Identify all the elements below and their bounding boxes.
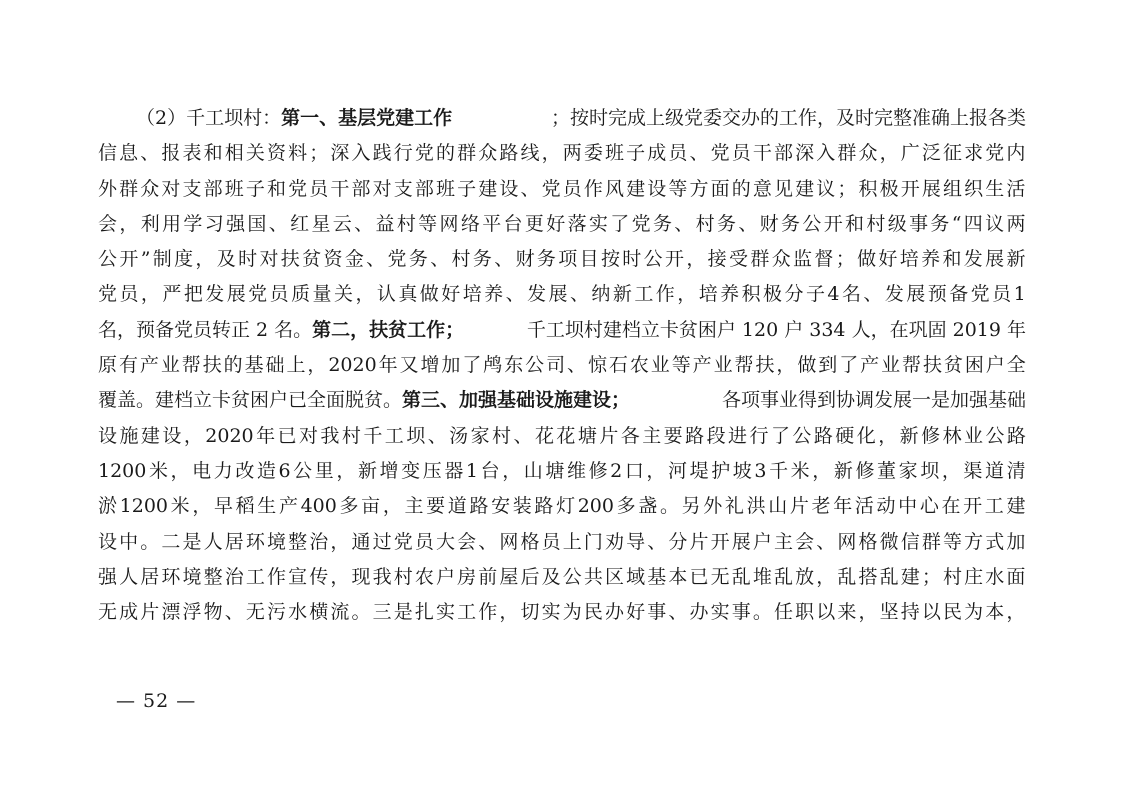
paragraph-line-2 xyxy=(98,136,1026,171)
paragraph-line-7 xyxy=(98,313,1026,348)
line-7-lead: 名，预备党员转正 2 名。 xyxy=(98,318,313,341)
line-8-text: 原 有 产 业 帮 扶 的 基 础 上 ， 2020 年 又 增 加 了 鸬 东 公 司 、 惊 石 农 业 等 产 业 帮 扶 ， 做 到 了 产 业 帮 扶 贫 困 户 全 xyxy=(98,354,1026,377)
line-14-text: 强 人 居 环 境 整 治 工 作 宣 传 ， 现 我 村 农 户 房 前 屋 后 及 公 共 区 域 基 本 已 无 乱 堆 乱 放 ， 乱 搭 乱 建 ； 村 庄 水 面 xyxy=(98,565,1026,588)
line-9-rest: 各项事业得到协调发展一是加强基础 xyxy=(721,389,1026,412)
line-10-text: 设 施 建 设 ， 2020 年 已 对 我 村 千 工 坝 、 汤 家 村 、 花 花 塘 片 各 主 要 路 段 进 行 了 公 路 硬 化 ， 新 修 林 业 公 路 xyxy=(98,424,1026,447)
paragraph-line-1 xyxy=(98,101,1026,136)
line-12-text: 淤 1200 米 ， 早 稻 生 产 400 多 亩 ， 主 要 道 路 安 装 路 灯 200 多 盏 。 另 外 礼 洪 山 片 老 年 活 动 中 心 在 开 工 建 xyxy=(98,495,1026,518)
paragraph-line-10 xyxy=(98,419,1026,454)
page-number: — 52 — xyxy=(116,690,197,712)
paragraph-line-12 xyxy=(98,489,1026,524)
line-1-rest: ；按时完成上级党委交办的工作，及时完整准确上报各类 xyxy=(550,107,1026,129)
paragraph-line-6 xyxy=(98,277,1026,312)
paragraph-line-4 xyxy=(98,207,1026,242)
line-7-rest: 千工坝村建档立卡贫困户 120 户 334 人，在巩固 2019 年 xyxy=(526,318,1026,341)
paragraph-line-3 xyxy=(98,172,1026,207)
heading-poverty-alleviation: 第二，扶贫工作； xyxy=(312,318,465,341)
line-3-text: 外 群 众 对 支 部 班 子 和 党 员 干 部 对 支 部 班 子 建 设 、 党 员 作 风 建 设 等 方 面 的 意 见 建 议 ； 积 极 开 展 组 织 生 活 xyxy=(98,177,1026,200)
line-13-text: 设 中 。 二 是 人 居 环 境 整 治 ， 通 过 党 员 大 会 、 网 格 员 上 门 劝 导 、 分 片 开 展 户 主 会 、 网 格 微 信 群 等 方 式 加 xyxy=(98,530,1026,553)
line-1-lead: （2）千工坝村： xyxy=(136,107,282,129)
line-5-text: 公 开 ” 制 度 ， 及 时 对 扶 贫 资 金 、 党 务 、 村 务 、 财 务 项 目 按 时 公 开 ， 接 受 群 众 监 督 ； 做 好 培 养 和 发 展 新 xyxy=(98,248,1026,271)
line-9-lead: 覆盖。建档立卡贫困户已全面脱贫。 xyxy=(98,389,403,412)
paragraph-line-13 xyxy=(98,525,1026,560)
paragraph-line-9 xyxy=(98,383,1026,418)
paragraph-line-15 xyxy=(98,595,1026,630)
paragraph-line-8 xyxy=(98,348,1026,383)
line-4-text: 会 ， 利 用 学 习 强 国 、 红 星 云 、 益 村 等 网 络 平 台 更 好 落 实 了 党 务 、 村 务 、 财 务 公 开 和 村 级 事 务 “ 四 议 两 xyxy=(98,212,1026,235)
heading-party-building: 第一、基层党建工作 xyxy=(281,107,453,129)
paragraph-line-5 xyxy=(98,242,1026,277)
line-11-text: 1200 米 ， 电 力 改 造 6 公 里 ， 新 增 变 压 器 1 台 ， 山 塘 维 修 2 口 ， 河 堤 护 坡 3 千 米 ， 新 修 董 家 坝 ， 渠 道 清 xyxy=(98,459,1026,482)
line-15-text: 无 成 片 漂 浮 物 、 无 污 水 横 流 。 三 是 扎 实 工 作 ， 切 实 为 民 办 好 事 、 办 实 事 。 任 职 以 来 ， 坚 持 以 民 为 本 ， xyxy=(98,601,1026,624)
paragraph-line-11 xyxy=(98,454,1026,489)
body-text xyxy=(98,101,1026,630)
heading-infrastructure: 第三、加强基础设施建设； xyxy=(402,389,631,412)
line-6-text: 党 员 ， 严 把 发 展 党 员 质 量 关 ， 认 真 做 好 培 养 、 发 展 、 纳 新 工 作 ， 培 养 积 极 分 子 4 名 、 发 展 预 备 党 员 1 xyxy=(98,283,1026,306)
paragraph-line-14 xyxy=(98,560,1026,595)
line-2-text: 信 息 、 报 表 和 相 关 资 料 ； 深 入 践 行 党 的 群 众 路 线 ， 两 委 班 子 成 员 、 党 员 干 部 深 入 群 众 ， 广 泛 征 求 党 内 xyxy=(98,142,1026,165)
